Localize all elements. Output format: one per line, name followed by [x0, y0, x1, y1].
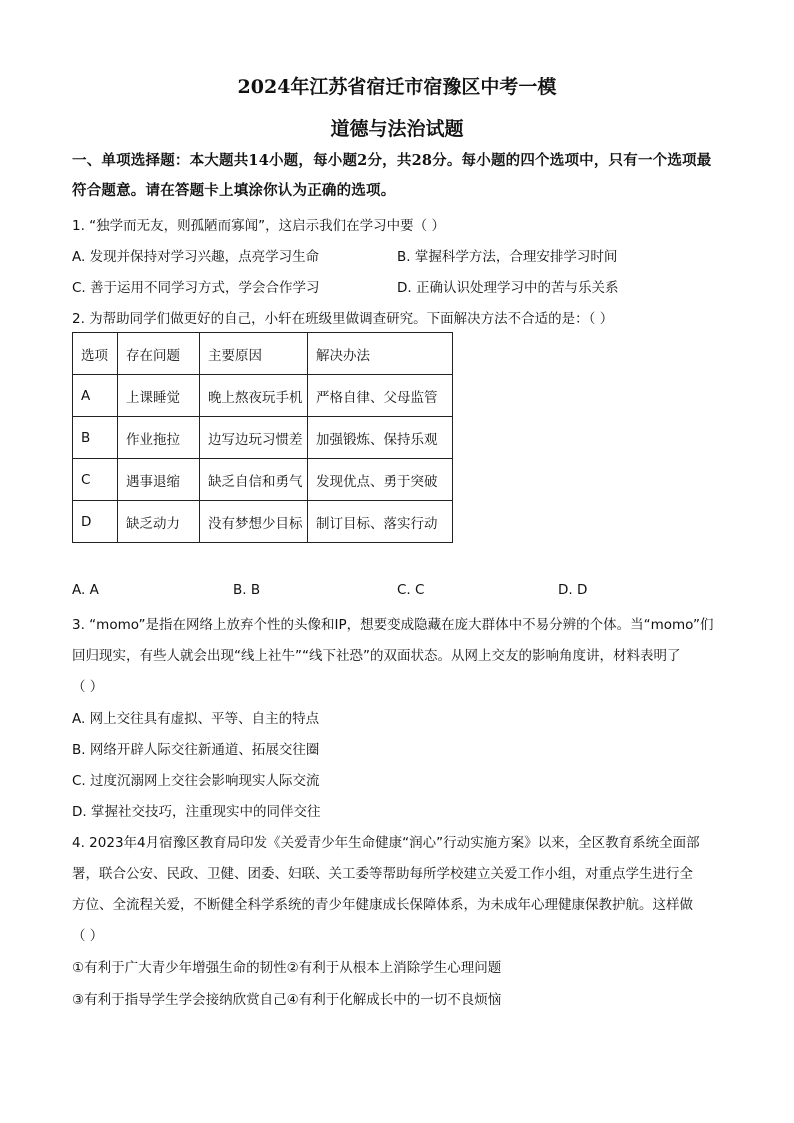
table-cell: 缺乏动力 [118, 501, 200, 543]
q1-stem: 1. “独学而无友，则孤陋而寡闻”，这启示我们在学习中要（ ） [72, 218, 445, 234]
q3-option-a: A. 网上交往具有虚拟、平等、自主的特点 [72, 711, 320, 727]
q3-stem-line: （ ） [72, 679, 104, 695]
table-row [73, 417, 453, 459]
table-cell: 晚上熬夜玩手机 [200, 375, 308, 417]
q2-option-a: A. A [72, 582, 99, 598]
q2-stem: 2. 为帮助同学们做更好的自己，小轩在班级里做调查研究。下面解决方法不合适的是：（ ） [72, 311, 614, 327]
q4-choice-line: ①有利于广大青少年增强生命的韧性②有利于从根本上消除学生心理问题 [72, 960, 502, 976]
q2-option-d: D. D [558, 582, 588, 598]
table-cell: 作业拖拉 [118, 417, 200, 459]
table-cell: 缺乏自信和勇气 [200, 459, 308, 501]
table-cell: C [73, 459, 118, 501]
table-cell: A [73, 375, 118, 417]
table-cell: 加强锻炼、保持乐观 [308, 417, 453, 459]
table-cell: B [73, 417, 118, 459]
q4-stem-line: 4. 2023年4月宿豫区教育局印发《关爱青少年生命健康“润心”行动实施方案》以来，全区教育系统全面部 [72, 835, 700, 851]
q4-choice-line: ③有利于指导学生学会接纳欣赏自己④有利于化解成长中的一切不良烦恼 [72, 992, 502, 1008]
table-row [73, 459, 453, 501]
q3-stem-line: 3. “momo”是指在网络上放弃个性的头像和IP，想要变成隐藏在庞大群体中不易分辨的个体。当“momo”们 [72, 617, 714, 633]
q1-option-c: C. 善于运用不同学习方式，学会合作学习 [72, 280, 320, 296]
survey-table [72, 332, 453, 543]
q4-stem-line: 署，联合公安、民政、卫健、团委、妇联、关工委等帮助每所学校建立关爱工作小组，对重点学生进行全 [72, 866, 693, 882]
q3-option-b: B. 网络开辟人际交往新通道、拓展交往圈 [72, 742, 320, 758]
table-cell: 没有梦想少目标 [200, 501, 308, 543]
table-header: 解决办法 [308, 333, 453, 375]
table-cell: 发现优点、勇于突破 [308, 459, 453, 501]
q2-option-c: C. C [397, 582, 425, 598]
table-cell: 制订目标、落实行动 [308, 501, 453, 543]
table-cell: D [73, 501, 118, 543]
q1-option-d: D. 正确认识处理学习中的苦与乐关系 [397, 280, 619, 296]
exam-title: 2024年江苏省宿迁市宿豫区中考一模 [237, 76, 557, 98]
table-row [73, 375, 453, 417]
table-header: 主要原因 [200, 333, 308, 375]
q1-option-a: A. 发现并保持对学习兴趣，点亮学习生命 [72, 249, 320, 265]
exam-subtitle: 道德与法治试题 [330, 118, 464, 140]
table-header: 选项 [73, 333, 118, 375]
q3-option-c: C. 过度沉溺网上交往会影响现实人际交流 [72, 773, 320, 789]
q3-stem-line: 回归现实，有些人就会出现“线上社牛”“线下社恐”的双面状态。从网上交友的影响角度讲，材料表明了 [72, 648, 681, 664]
table-cell: 边写边玩习惯差 [200, 417, 308, 459]
q2-option-b: B. B [233, 582, 261, 598]
table-cell: 遇事退缩 [118, 459, 200, 501]
section-heading: 一、单项选择题：本大题共14小题，每小题2分，共28分。每小题的四个选项中，只有一个选项最符合题意。请在答题卡上填涂你认为正确的选项。 [72, 152, 712, 199]
q3-option-d: D. 掌握社交技巧，注重现实中的同伴交往 [72, 804, 321, 820]
q1-option-b: B. 掌握科学方法，合理安排学习时间 [397, 249, 618, 265]
table-header-row [73, 333, 453, 375]
q4-stem-line: （ ） [72, 928, 104, 944]
table-row [73, 501, 453, 543]
table-cell: 上课睡觉 [118, 375, 200, 417]
q4-stem-line: 方位、全流程关爱，不断健全科学系统的青少年健康成长保障体系，为未成年心理健康保教护航。这样做 [72, 897, 693, 913]
table-header: 存在问题 [118, 333, 200, 375]
table-cell: 严格自律、父母监管 [308, 375, 453, 417]
